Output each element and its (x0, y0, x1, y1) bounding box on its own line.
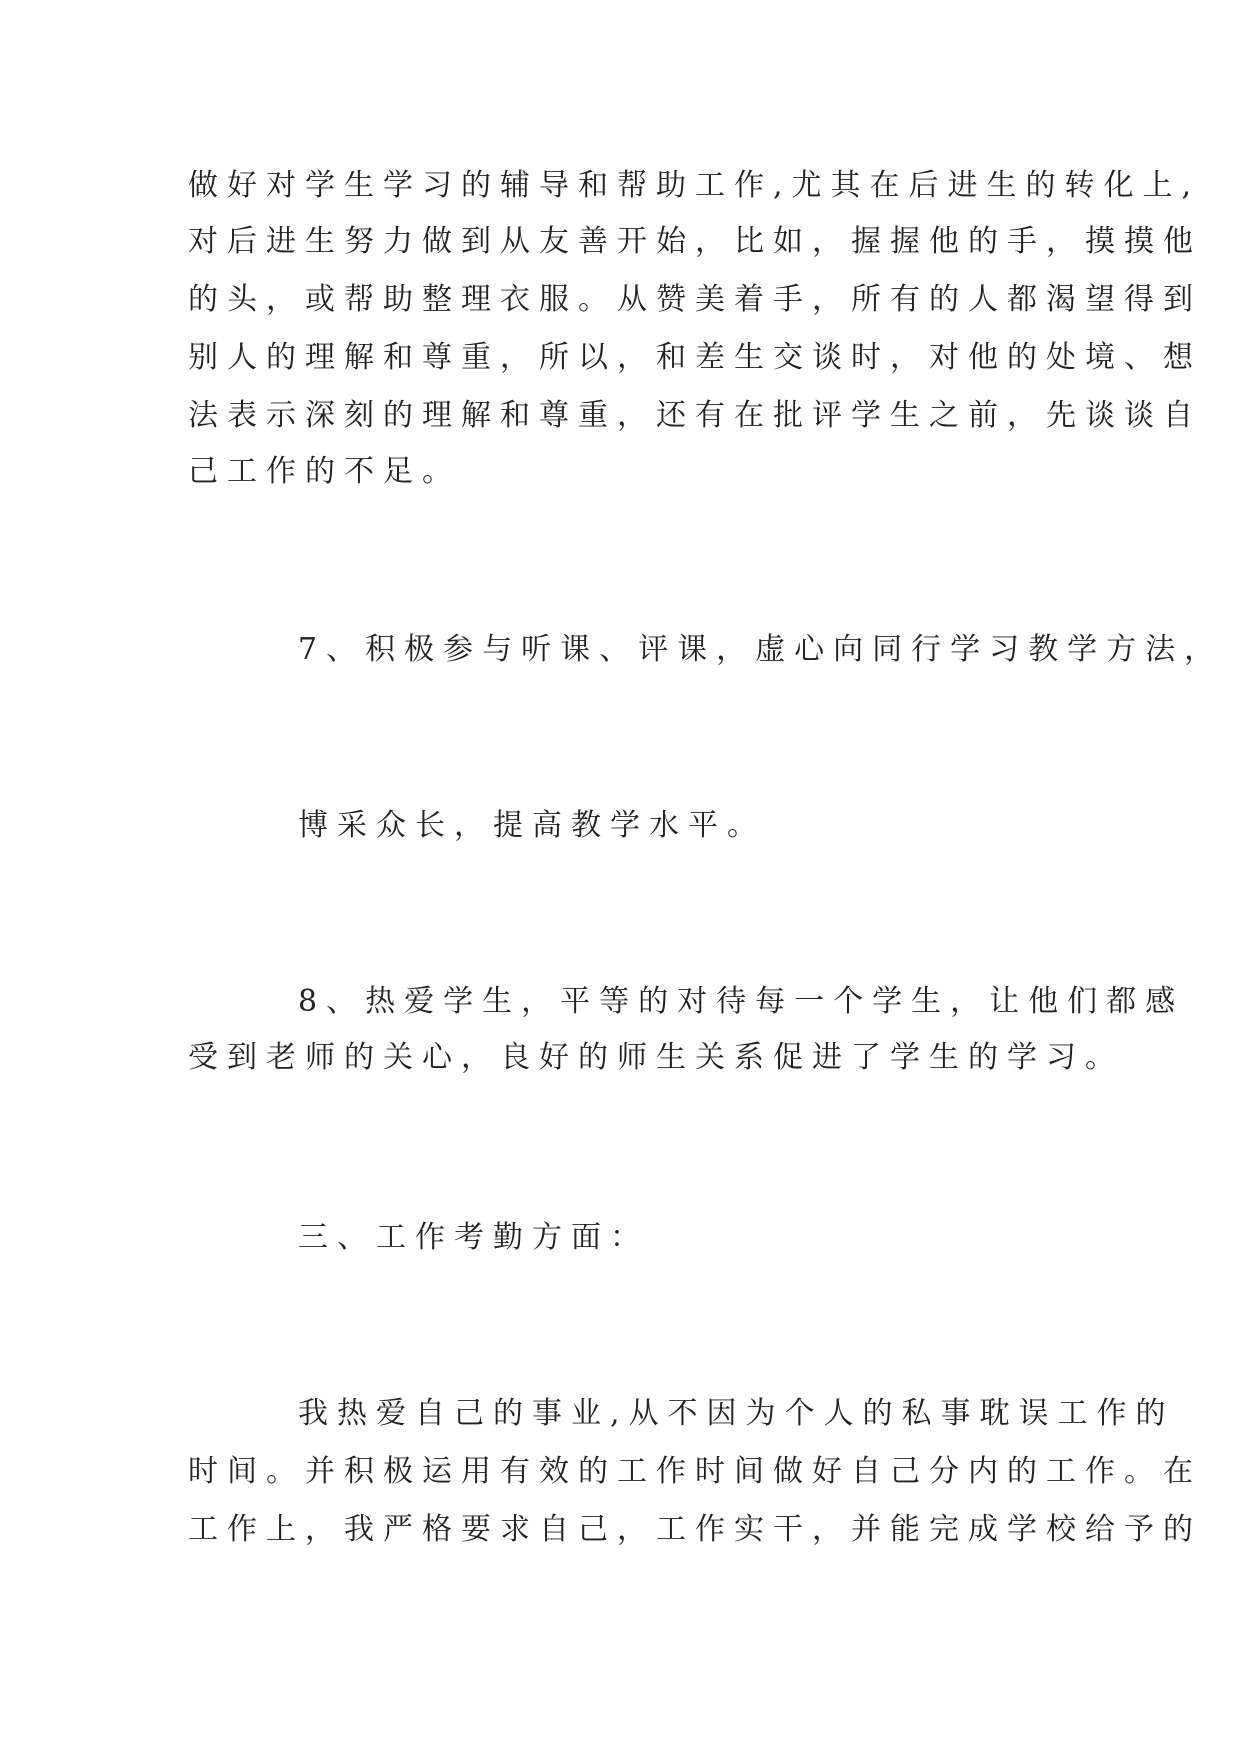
item-7-line-1: 7、积极参与听课、评课，虚心向同行学习教学方法， (298, 632, 1224, 667)
paragraph-1-line-6: 己工作的不足。 (188, 454, 461, 489)
section-3-paragraph-line-1: 我热爱自己的事业,从不因为个人的私事耽误工作的 (298, 1396, 1175, 1431)
section-3-paragraph-line-3: 工作上，我严格要求自己，工作实干，并能完成学校给予的 (188, 1512, 1202, 1547)
paragraph-1-line-3: 的头，或帮助整理衣服。从赞美着手，所有的人都渴望得到 (188, 282, 1202, 317)
item-7-line-2: 博采众长，提高教学水平。 (298, 808, 766, 843)
item-8-line-2: 受到老师的关心，良好的师生关系促进了学生的学习。 (188, 1040, 1124, 1075)
paragraph-1-line-1: 做好对学生学习的辅导和帮助工作,尤其在后进生的转化上, (188, 168, 1201, 203)
section-3-heading: 三、工作考勤方面： (298, 1220, 649, 1255)
paragraph-1-line-5: 法表示深刻的理解和尊重，还有在批评学生之前，先谈谈自 (188, 398, 1202, 433)
item-8-line-1: 8、热爱学生，平等的对待每一个学生，让他们都感 (298, 984, 1185, 1019)
paragraph-1-line-2: 对后进生努力做到从友善开始，比如，握握他的手，摸摸他 (188, 224, 1202, 259)
paragraph-1-line-4: 别人的理解和尊重，所以，和差生交谈时，对他的处境、想 (188, 340, 1202, 375)
section-3-paragraph-line-2: 时间。并积极运用有效的工作时间做好自己分内的工作。在 (188, 1454, 1202, 1489)
